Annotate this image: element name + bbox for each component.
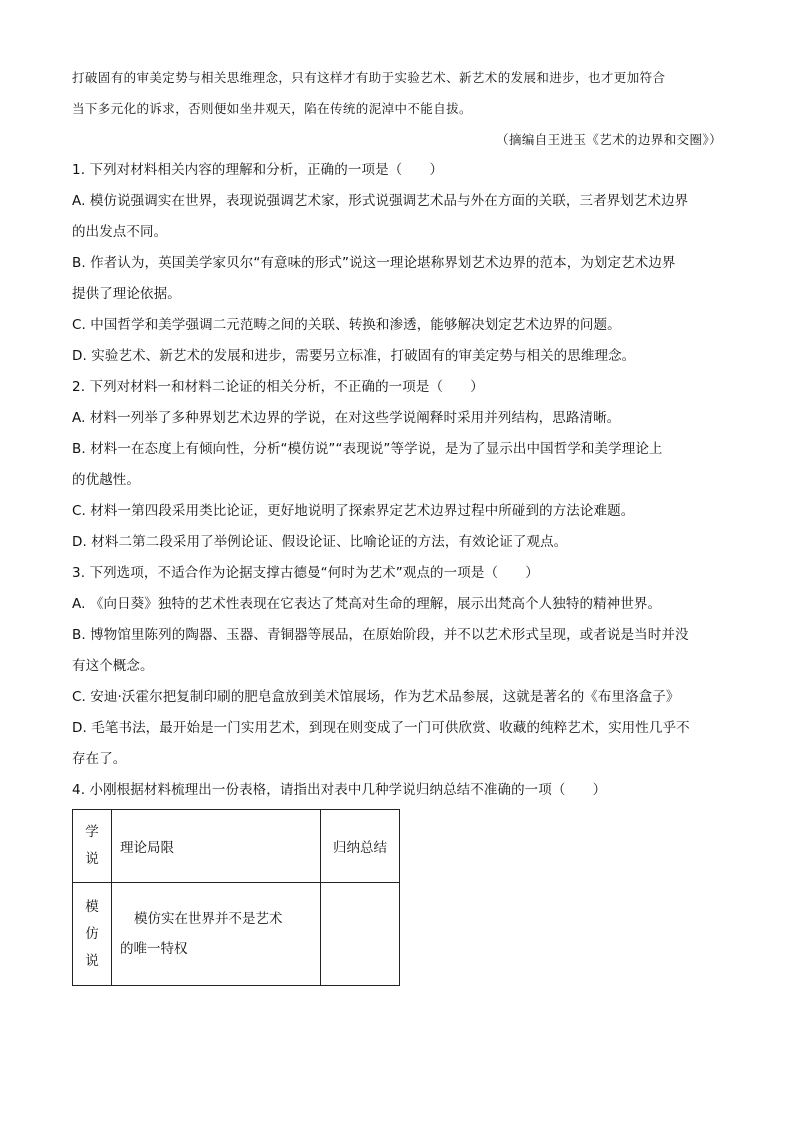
option-b-cont: 的优越性。 bbox=[72, 472, 140, 488]
question-2 bbox=[72, 372, 722, 558]
question-stem: 3. 下列选项，不适合作为论据支撑古德曼“何时为艺术”观点的一项是（ ） bbox=[72, 565, 539, 581]
question-3 bbox=[72, 558, 722, 775]
table-header-row bbox=[73, 810, 400, 883]
option-d[interactable]: D. 材料二第二段采用了举例论证、假设论证、比喻论证的方法，有效论证了观点。 bbox=[72, 534, 568, 550]
question-4 bbox=[72, 775, 722, 806]
question-1 bbox=[72, 155, 722, 372]
cell-limitation: 模仿实在世界并不是艺术 的唯一特权 bbox=[112, 883, 321, 986]
option-b-cont: 提供了理论依据。 bbox=[72, 286, 181, 302]
option-a[interactable]: A. 材料一列举了多种界划艺术边界的学说，在对这些学说阐释时采用并列结构，思路清晰。 bbox=[72, 410, 621, 426]
cell-theory: 模 仿 说 bbox=[73, 883, 112, 986]
summary-table bbox=[72, 809, 400, 986]
option-b[interactable]: B. 博物馆里陈列的陶器、玉器、青铜器等展品，在原始阶段，并不以艺术形式呈现，或者说是当时并没 bbox=[72, 627, 689, 643]
cell-summary[interactable] bbox=[321, 883, 400, 986]
option-a-cont: 的出发点不同。 bbox=[72, 224, 168, 240]
option-d[interactable]: D. 实验艺术、新艺术的发展和进步，需要另立标准，打破固有的审美定势与相关的思维理念。 bbox=[72, 348, 636, 364]
option-d-cont: 存在了。 bbox=[72, 751, 127, 767]
header-summary: 归纳总结 bbox=[321, 810, 400, 883]
question-stem: 4. 小刚根据材料梳理出一份表格，请指出对表中几种学说归纳总结不准确的一项（ ） bbox=[72, 782, 607, 798]
passage-line: 打破固有的审美定势与相关思维理念，只有这样才有助于实验艺术、新艺术的发展和进步，也才更加符合 bbox=[72, 70, 666, 85]
option-b-cont: 有这个概念。 bbox=[72, 658, 154, 674]
option-c[interactable]: C. 材料一第四段采用类比论证，更好地说明了探索界定艺术边界过程中所碰到的方法论难题。 bbox=[72, 503, 635, 519]
option-c[interactable]: C. 中国哲学和美学强调二元范畴之间的关联、转换和渗透，能够解决划定艺术边界的问题。 bbox=[72, 317, 621, 333]
passage-source: （摘编自王进玉《艺术的边界和交圈》） bbox=[496, 132, 722, 147]
page-content bbox=[72, 62, 722, 986]
header-limitation: 理论局限 bbox=[112, 810, 321, 883]
option-b[interactable]: B. 作者认为，英国美学家贝尔“有意味的形式”说这一理论堪称界划艺术边界的范本，为划定艺术边界 bbox=[72, 255, 676, 271]
option-c[interactable]: C. 安迪·沃霍尔把复制印刷的肥皂盒放到美术馆展场，作为艺术品参展，这就是著名的《布里洛盒子》 bbox=[72, 689, 680, 705]
option-b[interactable]: B. 材料一在态度上有倾向性，分析“模仿说”“表现说”等学说，是为了显示出中国哲学和美学理论上 bbox=[72, 441, 663, 457]
passage-tail bbox=[72, 62, 722, 155]
question-stem: 2. 下列对材料一和材料二论证的相关分析，不正确的一项是（ ） bbox=[72, 379, 484, 395]
header-theory: 学 说 bbox=[73, 810, 112, 883]
option-a[interactable]: A. 《向日葵》独特的艺术性表现在它表达了梵高对生命的理解，展示出梵高个人独特的精神世界。 bbox=[72, 596, 662, 612]
option-d[interactable]: D. 毛笔书法，最开始是一门实用艺术，到现在则变成了一门可供欣赏、收藏的纯粹艺术，实用性几乎不 bbox=[72, 720, 690, 736]
question-stem: 1. 下列对材料相关内容的理解和分析，正确的一项是（ ） bbox=[72, 162, 444, 178]
table-row bbox=[73, 883, 400, 986]
option-a[interactable]: A. 模仿说强调实在世界，表现说强调艺术家，形式说强调艺术品与外在方面的关联，三者界划艺术边界 bbox=[72, 193, 689, 209]
passage-line: 当下多元化的诉求，否则便如坐井观天，陷在传统的泥淖中不能自拔。 bbox=[72, 101, 472, 116]
